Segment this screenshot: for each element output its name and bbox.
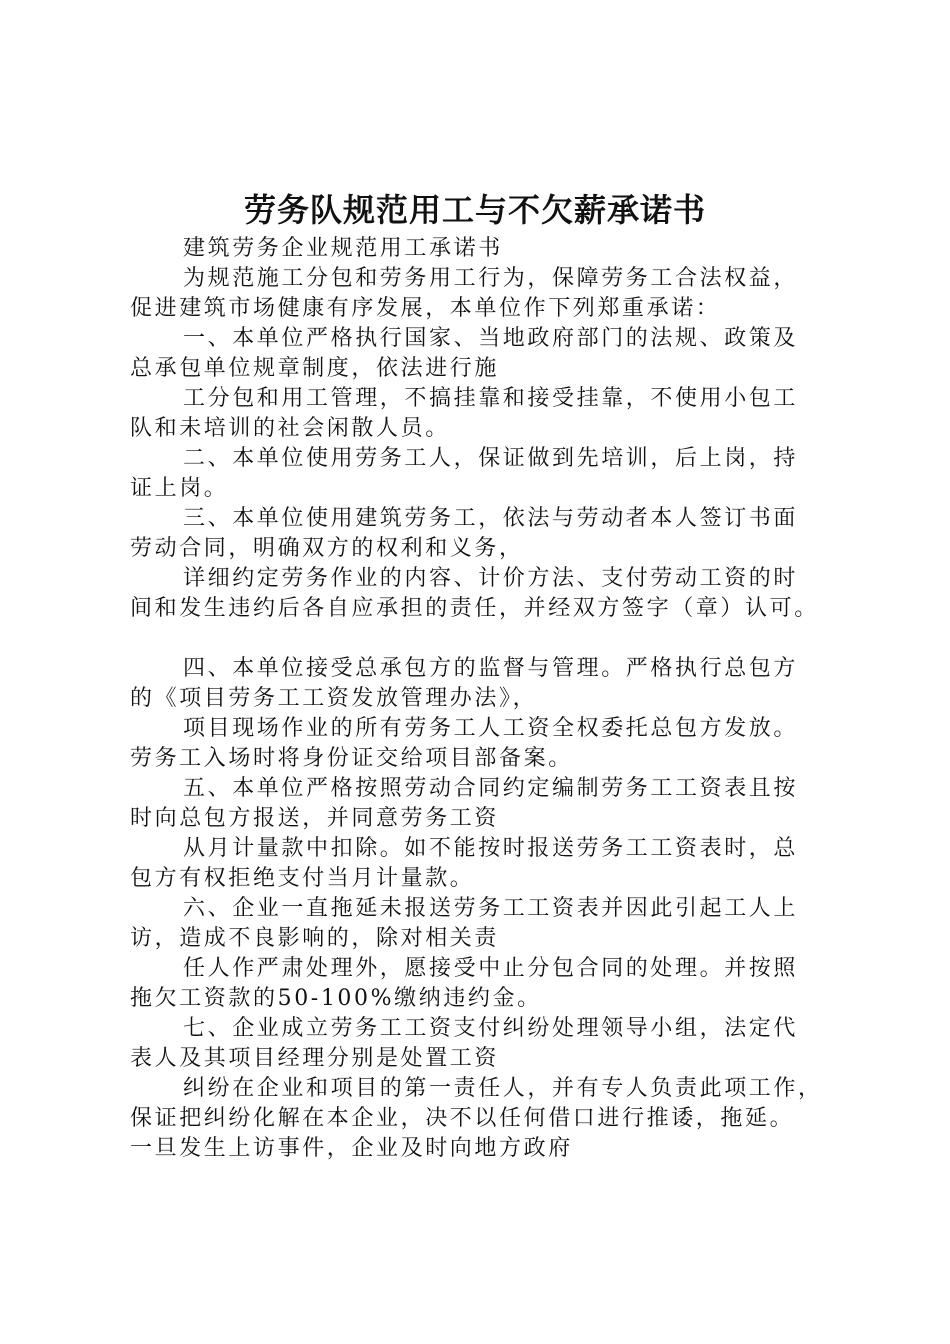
paragraph-line: 工分包和用工管理，不搞挂靠和接受挂靠，不使用小包工 [183, 386, 799, 411]
paragraph-line: 包方有权拒绝支付当月计量款。 [130, 866, 475, 891]
paragraph-line: 四、本单位接受总承包方的监督与管理。严格执行总包方 [183, 656, 799, 681]
paragraph-line: 详细约定劳务作业的内容、计价方法、支付劳动工资的时 [183, 566, 799, 591]
paragraph-line: 任人作严肃处理外，愿接受中止分包合同的处理。并按照 [183, 956, 799, 981]
document-title: 劳务队规范用工与不欠薪承诺书 [243, 191, 706, 229]
paragraph-line: 劳务工入场时将身份证交给项目部备案。 [130, 746, 573, 771]
paragraph-line: 表人及其项目经理分别是处置工资 [130, 1046, 500, 1071]
paragraph-line: 三、本单位使用建筑劳务工，依法与劳动者本人签订书面 [183, 506, 799, 531]
paragraph-line: 建筑劳务企业规范用工承诺书 [183, 236, 503, 261]
paragraph-line: 总承包单位规章制度，依法进行施 [130, 356, 500, 381]
paragraph-line: 七、企业成立劳务工工资支付纠纷处理领导小组，法定代 [183, 1016, 799, 1041]
paragraph-line: 拖欠工资款的50-100%缴纳违约金。 [130, 986, 542, 1011]
paragraph-line: 五、本单位严格按照劳动合同约定编制劳务工工资表且按 [183, 776, 799, 801]
paragraph-line: 六、企业一直拖延未报送劳务工工资表并因此引起工人上 [183, 896, 799, 921]
paragraph-line: 间和发生违约后各自应承担的责任，并经双方签字（章）认可。 [130, 596, 819, 621]
paragraph-line: 为规范施工分包和劳务用工行为，保障劳务工合法权益， [183, 266, 799, 291]
paragraph-line: 保证把纠纷化解在本企业，决不以任何借口进行推诿，拖延。 [130, 1106, 795, 1131]
paragraph-line: 的《项目劳务工工资发放管理办法》， [130, 686, 538, 711]
paragraph-line: 项目现场作业的所有劳务工人工资全权委托总包方发放。 [183, 716, 799, 741]
paragraph-line: 纠纷在企业和项目的第一责任人，并有专人负责此项工作， [183, 1076, 823, 1101]
paragraph-line: 证上岗。 [130, 476, 229, 501]
paragraph-line: 一、本单位严格执行国家、当地政府部门的法规、政策及 [183, 326, 799, 351]
paragraph-line: 访，造成不良影响的，除对相关责 [130, 926, 500, 951]
paragraph-spacer [130, 624, 850, 654]
paragraph-line: 二、本单位使用劳务工人，保证做到先培训，后上岗，持 [183, 446, 799, 471]
paragraph-line: 时向总包方报送，并同意劳务工资 [130, 806, 500, 831]
paragraph-line: 队和未培训的社会闲散人员。 [130, 416, 450, 441]
paragraph-line: 从月计量款中扣除。如不能按时报送劳务工工资表时，总 [183, 836, 799, 861]
document-body [130, 234, 850, 1164]
paragraph-line: 一旦发生上访事件，企业及时向地方政府 [130, 1136, 573, 1161]
paragraph-line: 劳动合同，明确双方的权利和义务， [130, 536, 524, 561]
paragraph-line: 促进建筑市场健康有序发展，本单位作下列郑重承诺： [130, 296, 721, 321]
